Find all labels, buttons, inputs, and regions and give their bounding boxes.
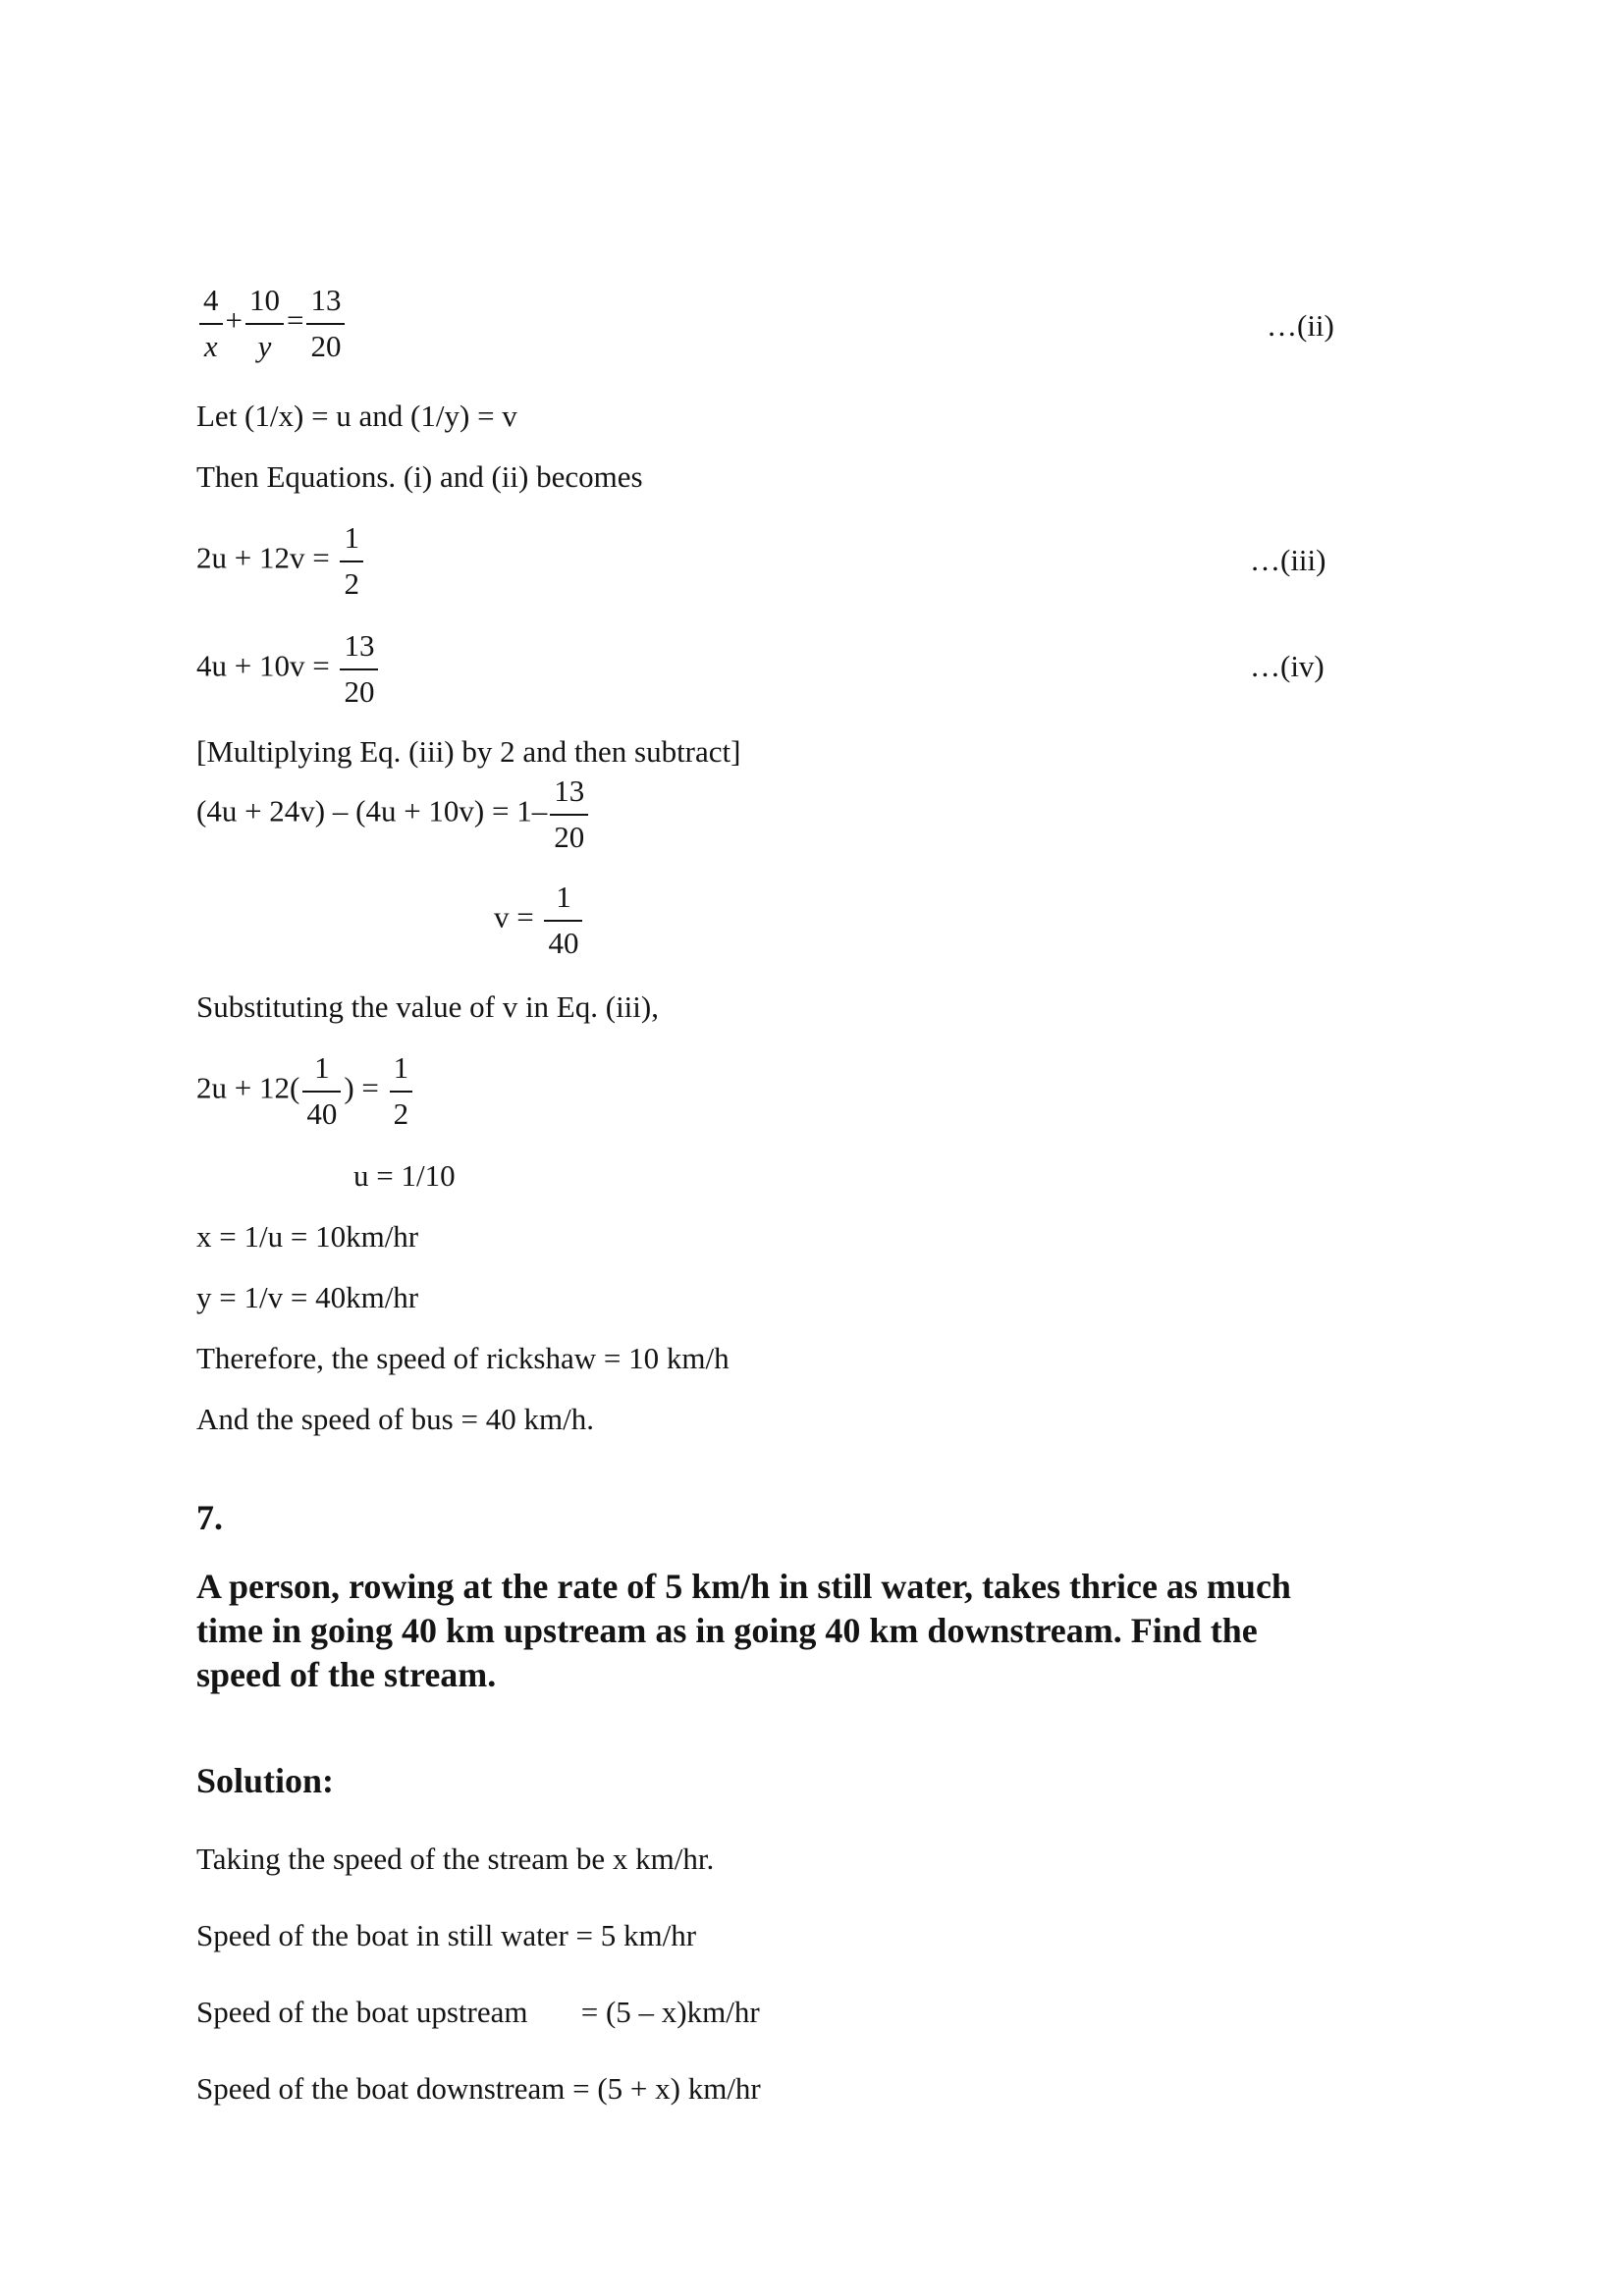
x-value-line: x = 1/u = 10km/hr (196, 1219, 419, 1254)
question-line-3: speed of the stream. (196, 1655, 497, 1694)
y-value-line: y = 1/v = 40km/hr (196, 1280, 419, 1314)
multiply-note: [Multiplying Eq. (iii) by 2 and then subtract] (196, 734, 741, 769)
u-value-line: u = 1/10 (353, 1158, 456, 1193)
equation-tag-iii: …(iii) (1250, 543, 1326, 577)
equals-sign: = (286, 302, 304, 338)
question-line-1: A person, rowing at the rate of 5 km/h in still water, takes thrice as much (196, 1567, 1291, 1606)
solution-line-4: Speed of the boat downstream = (5 + x) km/hr (196, 2071, 761, 2106)
plus-sign: + (225, 302, 243, 338)
fraction-13-over-20: $\frac{13}{20}$ (340, 630, 378, 708)
solution-heading: Solution: (196, 1761, 335, 1800)
fraction-13-over-20: $\frac{13}{20}$ (306, 285, 345, 362)
fraction-1-over-2: $\frac{1}{2}$ (390, 1052, 413, 1130)
fraction-1-over-2: $\frac{1}{2}$ (340, 522, 363, 600)
equation-tag-ii: …(ii) (1267, 308, 1334, 343)
then-line: Then Equations. (i) and (ii) becomes (196, 459, 643, 494)
bus-speed-line: And the speed of bus = 40 km/h. (196, 1402, 594, 1436)
substitution-equation: 2u + 12( $\frac{1}{40}$ ) = $\frac{1}{2}$ (196, 1052, 415, 1130)
fraction-4-over-x: $\frac{4}{x}$ (199, 285, 223, 362)
equation-iv: 4u + 10v = $\frac{13}{20}$ (196, 630, 381, 708)
question-line-2: time in going 40 km upstream as in going 40 km downstream. Find the (196, 1611, 1258, 1650)
solution-line-2: Speed of the boat in still water = 5 km/hr (196, 1918, 697, 1952)
solution-line-3: Speed of the boat upstream = (5 – x)km/hr (196, 1995, 760, 2029)
question-number: 7. (196, 1498, 223, 1537)
subtraction-equation: (4u + 24v) – (4u + 10v) = 1– $\frac{13}{20}$ (196, 775, 591, 853)
fraction-1-over-40: $\frac{1}{40}$ (544, 881, 582, 959)
rickshaw-speed-line: Therefore, the speed of rickshaw = 10 km/h (196, 1341, 730, 1375)
v-equation: v = $\frac{1}{40}$ (494, 881, 585, 959)
fraction-1-over-40: $\frac{1}{40}$ (302, 1052, 341, 1130)
solution-line-1: Taking the speed of the stream be x km/hr. (196, 1842, 715, 1876)
equation-iii: 2u + 12v = $\frac{1}{2}$ (196, 522, 366, 600)
fraction-13-over-20: $\frac{13}{20}$ (550, 775, 588, 853)
fraction-10-over-y: $\frac{10}{y}$ (245, 285, 284, 362)
equation-tag-iv: …(iv) (1250, 649, 1325, 683)
let-line: Let (1/x) = u and (1/y) = v (196, 399, 517, 433)
substituting-line: Substituting the value of v in Eq. (iii), (196, 989, 659, 1024)
equation-ii (196, 285, 348, 362)
